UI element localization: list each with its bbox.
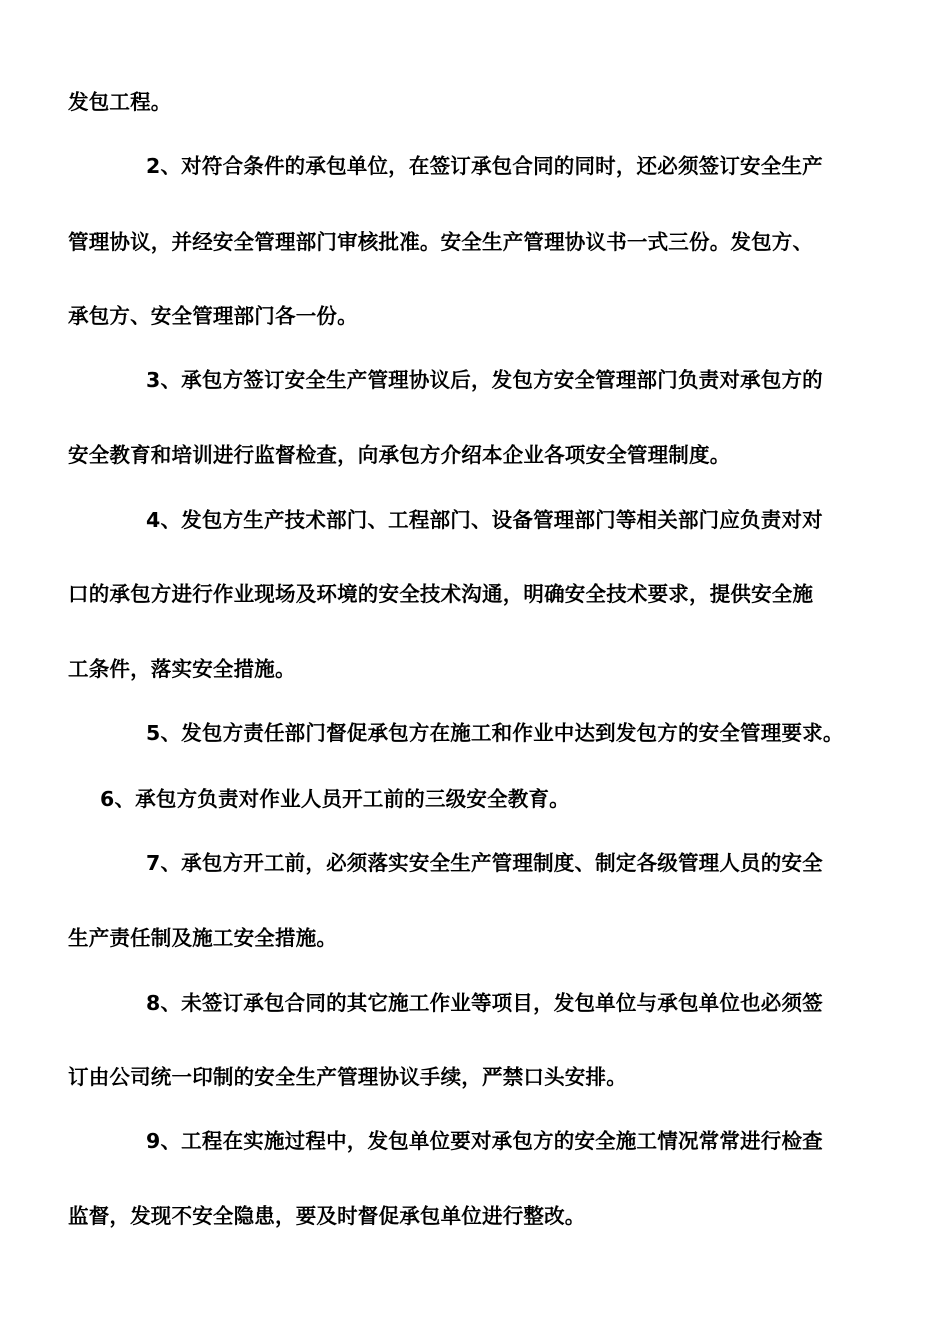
item-8-line-1: 8、未签订承包合同的其它施工作业等项目，发包单位与承包单位也必须签 [146, 991, 823, 1015]
item-4-line-2: 口的承包方进行作业现场及环境的安全技术沟通，明确安全技术要求，提供安全施 [68, 582, 814, 606]
paragraph-1-line-1: 发包工程。 [68, 90, 172, 114]
item-6-line-1: 6、承包方负责对作业人员开工前的三级安全教育。 [100, 787, 570, 811]
item-3-line-2: 安全教育和培训进行监督检查，向承包方介绍本企业各项安全管理制度。 [68, 443, 731, 467]
item-2-line-2: 管理协议，并经安全管理部门审核批准。安全生产管理协议书一式三份。发包方、 [68, 230, 814, 254]
item-4-line-1: 4、发包方生产技术部门、工程部门、设备管理部门等相关部门应负责对对 [146, 508, 823, 532]
item-8-line-2: 订由公司统一印制的安全生产管理协议手续，严禁口头安排。 [68, 1065, 627, 1089]
item-3-line-1: 3、承包方签订安全生产管理协议后，发包方安全管理部门负责对承包方的 [146, 368, 823, 392]
item-5-line-1: 5、发包方责任部门督促承包方在施工和作业中达到发包方的安全管理要求。 [146, 721, 844, 745]
item-4-line-3: 工条件，落实安全措施。 [68, 657, 296, 681]
item-9-line-1: 9、工程在实施过程中，发包单位要对承包方的安全施工情况常常进行检查 [146, 1129, 823, 1153]
item-7-line-1: 7、承包方开工前，必须落实安全生产管理制度、制定各级管理人员的安全 [146, 851, 823, 875]
item-9-line-2: 监督，发现不安全隐患，要及时督促承包单位进行整改。 [68, 1204, 586, 1228]
item-2-line-3: 承包方、安全管理部门各一份。 [68, 304, 358, 328]
item-2-line-1: 2、对符合条件的承包单位，在签订承包合同的同时，还必须签订安全生产 [146, 154, 823, 178]
item-7-line-2: 生产责任制及施工安全措施。 [68, 926, 338, 950]
